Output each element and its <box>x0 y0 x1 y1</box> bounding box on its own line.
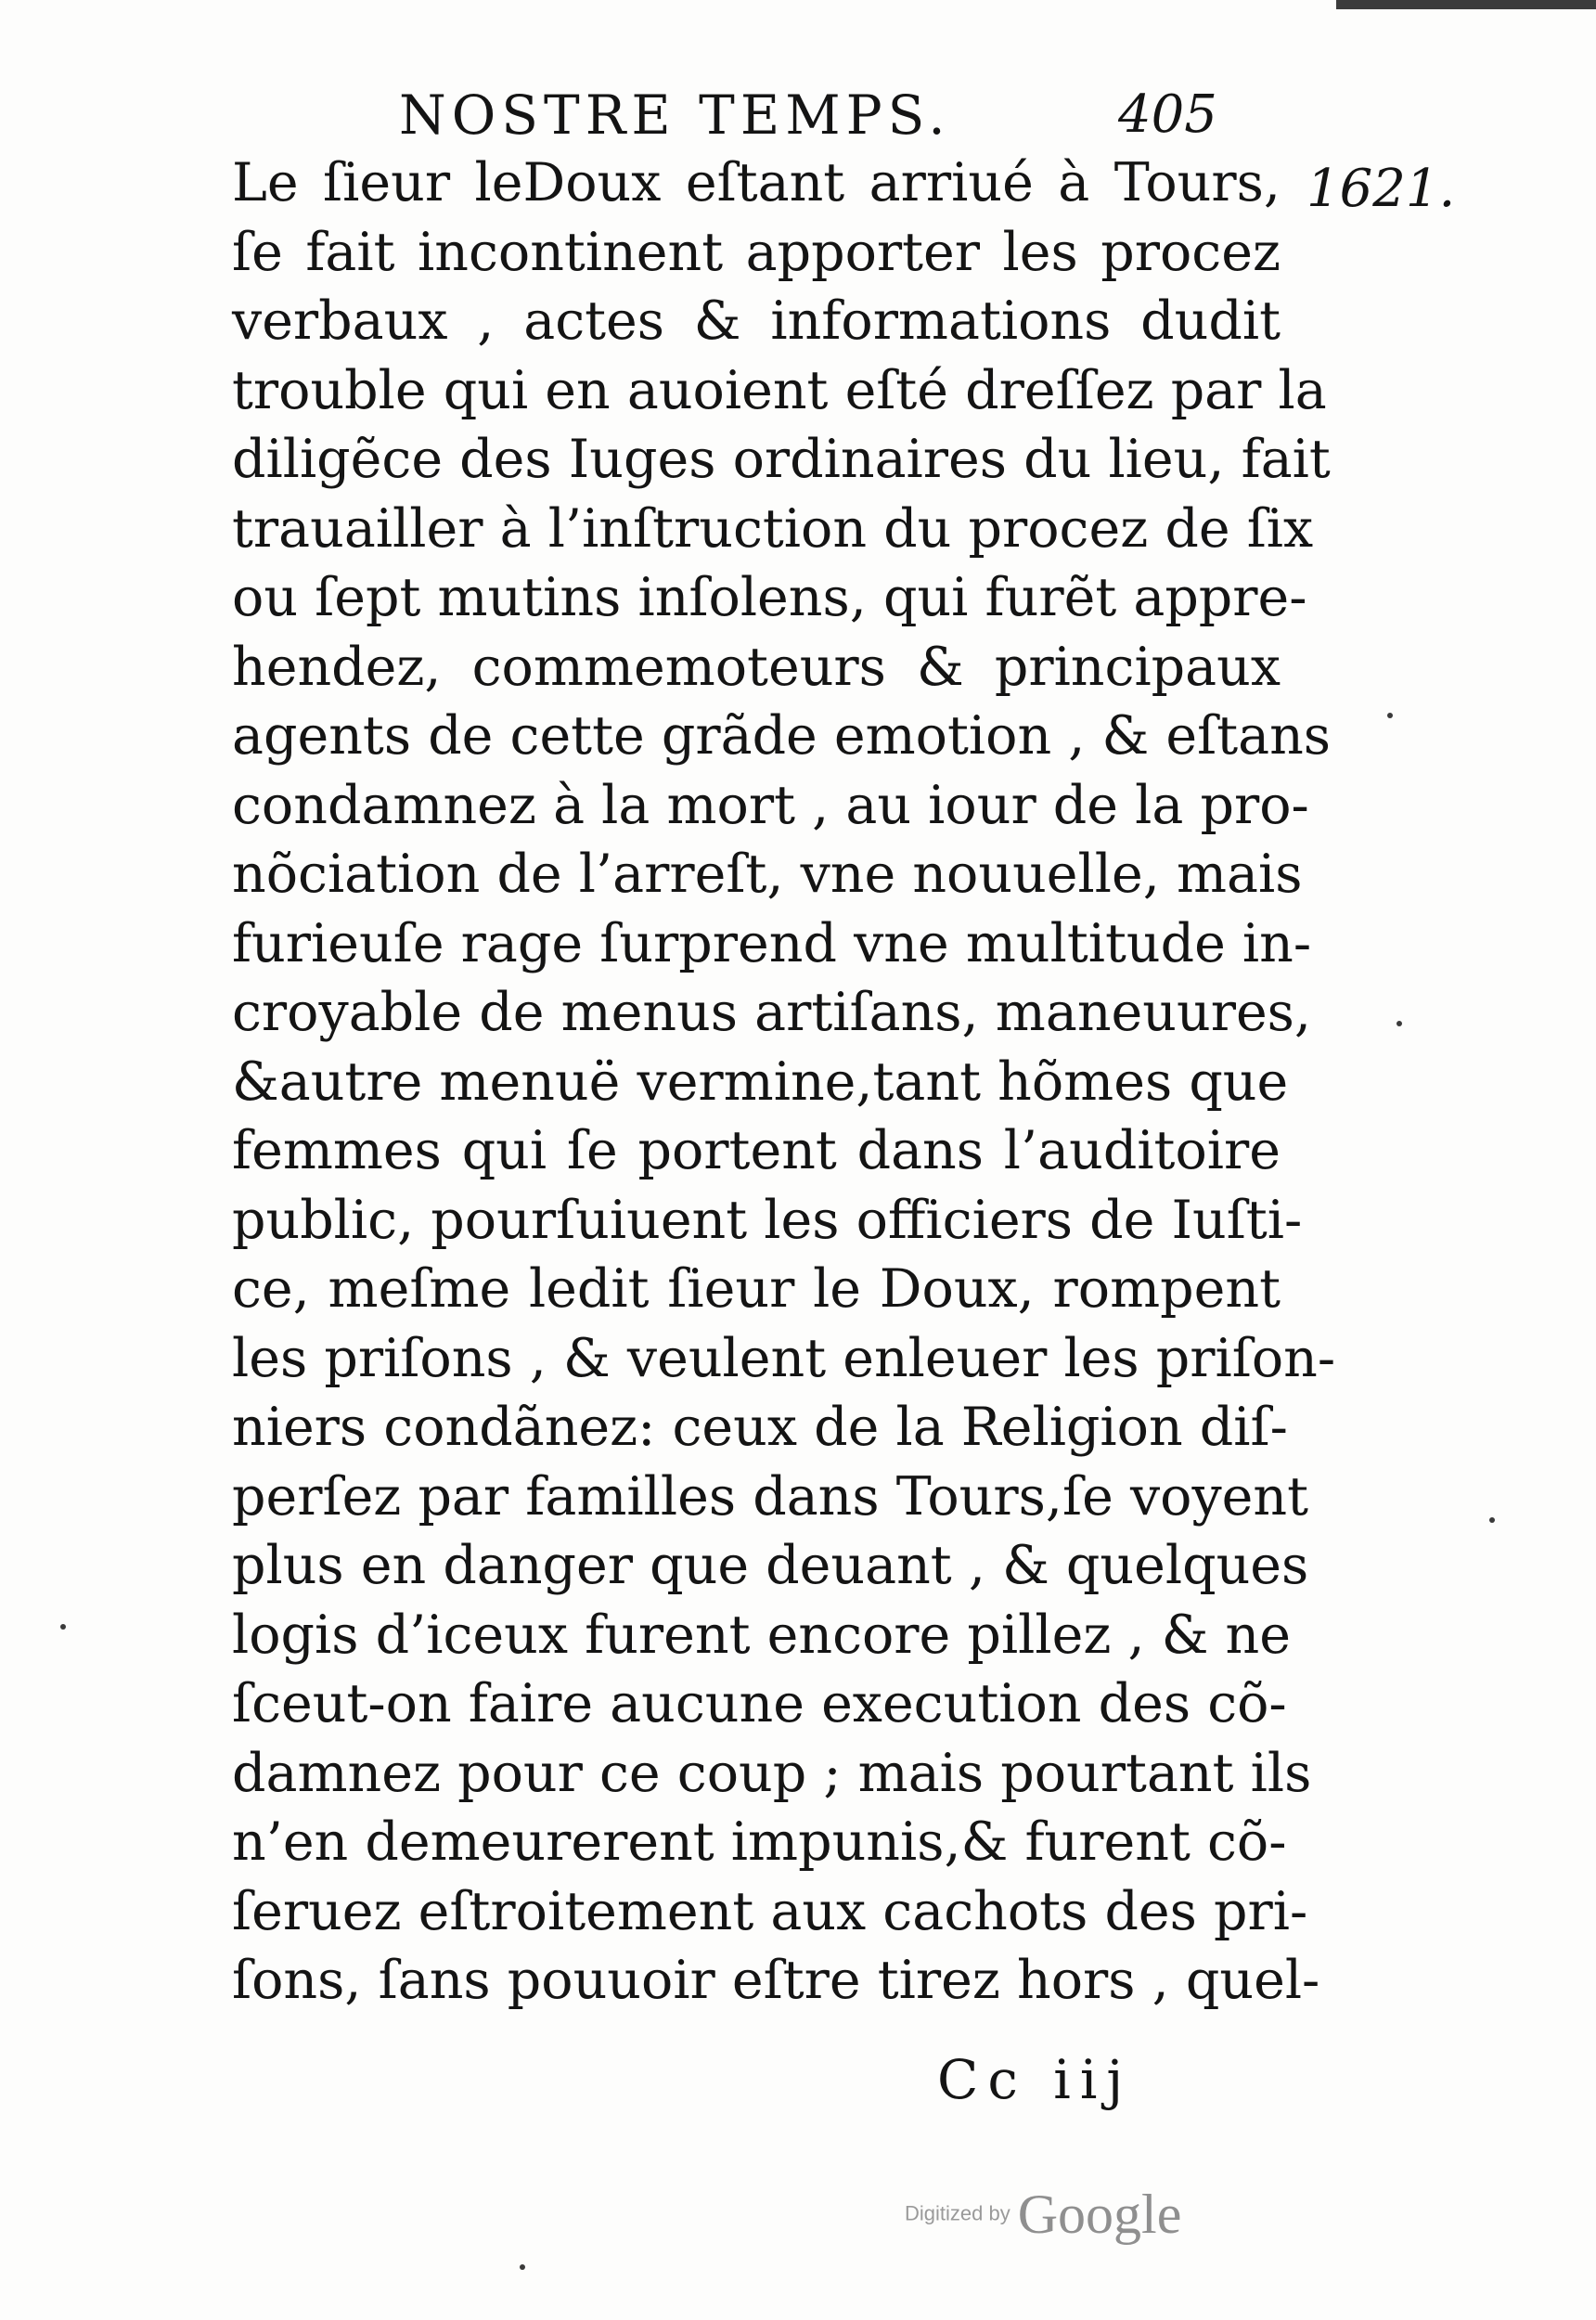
text-line: ou ſept mutins inſolens, qui furẽt appre- <box>232 567 1307 628</box>
text-line: croyable de menus artiſans, maneuures, <box>232 982 1312 1043</box>
text-line: femmes qui ſe portent dans l’auditoire <box>232 1120 1281 1181</box>
text-line: diligẽce des Iuges ordinaires du lieu, fait <box>232 429 1331 490</box>
text-line: trauailler à l’inſtruction du procez de ſix <box>232 497 1314 560</box>
text-line: verbaux , actes & informations dudit <box>232 290 1281 352</box>
text-line: &autre menuë vermine,tant hõmes que <box>232 1050 1289 1113</box>
text-line: plus en danger que deuant , & quelques <box>232 1535 1309 1596</box>
running-header: NOSTRE TEMPS. <box>399 84 951 147</box>
text-line: trouble qui en auoient eſté dreſſez par la <box>232 359 1327 421</box>
watermark-brand: Google <box>1017 2183 1182 2245</box>
margin-year: 1621. <box>1306 159 1456 219</box>
print-speck <box>60 1624 66 1630</box>
page-edge-shadow <box>1336 0 1596 9</box>
text-line: hendez, commemoteurs & principaux <box>232 636 1281 698</box>
print-speck <box>1396 1021 1402 1026</box>
body-text <box>232 148 1336 2016</box>
text-line: public, pourſuiuent les officiers de Iuſti- <box>232 1189 1303 1251</box>
page-number: 405 <box>1118 84 1217 145</box>
signature-mark: Cc iij <box>937 2048 1133 2111</box>
watermark-prefix: Digitized by <box>905 2201 1010 2225</box>
print-speck <box>1387 713 1393 718</box>
text-line: niers condãnez: ceux de la Religion diſ- <box>232 1397 1288 1458</box>
text-line: n’en demeurerent impunis,& furent cõ- <box>232 1811 1287 1873</box>
text-line: condamnez à la mort , au iour de la pro- <box>232 774 1309 836</box>
print-speck <box>1489 1517 1495 1523</box>
text-line: ſeruez eſtroitement aux cachots des pri- <box>232 1880 1308 1942</box>
text-line: damnez pour ce coup ; mais pourtant ils <box>232 1742 1312 1804</box>
text-line: ce, meſme ledit ſieur le Doux, rompent <box>232 1258 1281 1320</box>
text-line: furieuſe rage ſurprend vne multitude in- <box>232 912 1312 974</box>
print-speck <box>520 2264 525 2270</box>
text-line: ſceut-on faire aucune execution des cõ- <box>232 1673 1287 1734</box>
text-line: les priſons , & veulent enleuer les priſon- <box>232 1327 1336 1389</box>
text-line: Le ſieur leDoux eſtant arriué à Tours, <box>232 152 1281 213</box>
text-line: perſez par familles dans Tours,ſe voyent <box>232 1465 1309 1527</box>
text-line: ſons, ſans pouuoir eſtre tirez hors , quel- <box>232 1950 1320 2011</box>
text-line: logis d’iceux furent encore pillez , & ne <box>232 1604 1292 1666</box>
text-line: nõciation de l’arreſt, vne nouuelle, mais <box>232 844 1303 905</box>
digitization-watermark <box>905 2181 1181 2247</box>
text-line: ſe fait incontinent apporter les procez <box>232 221 1281 283</box>
text-line: agents de cette grãde emotion , & eſtans <box>232 705 1332 767</box>
